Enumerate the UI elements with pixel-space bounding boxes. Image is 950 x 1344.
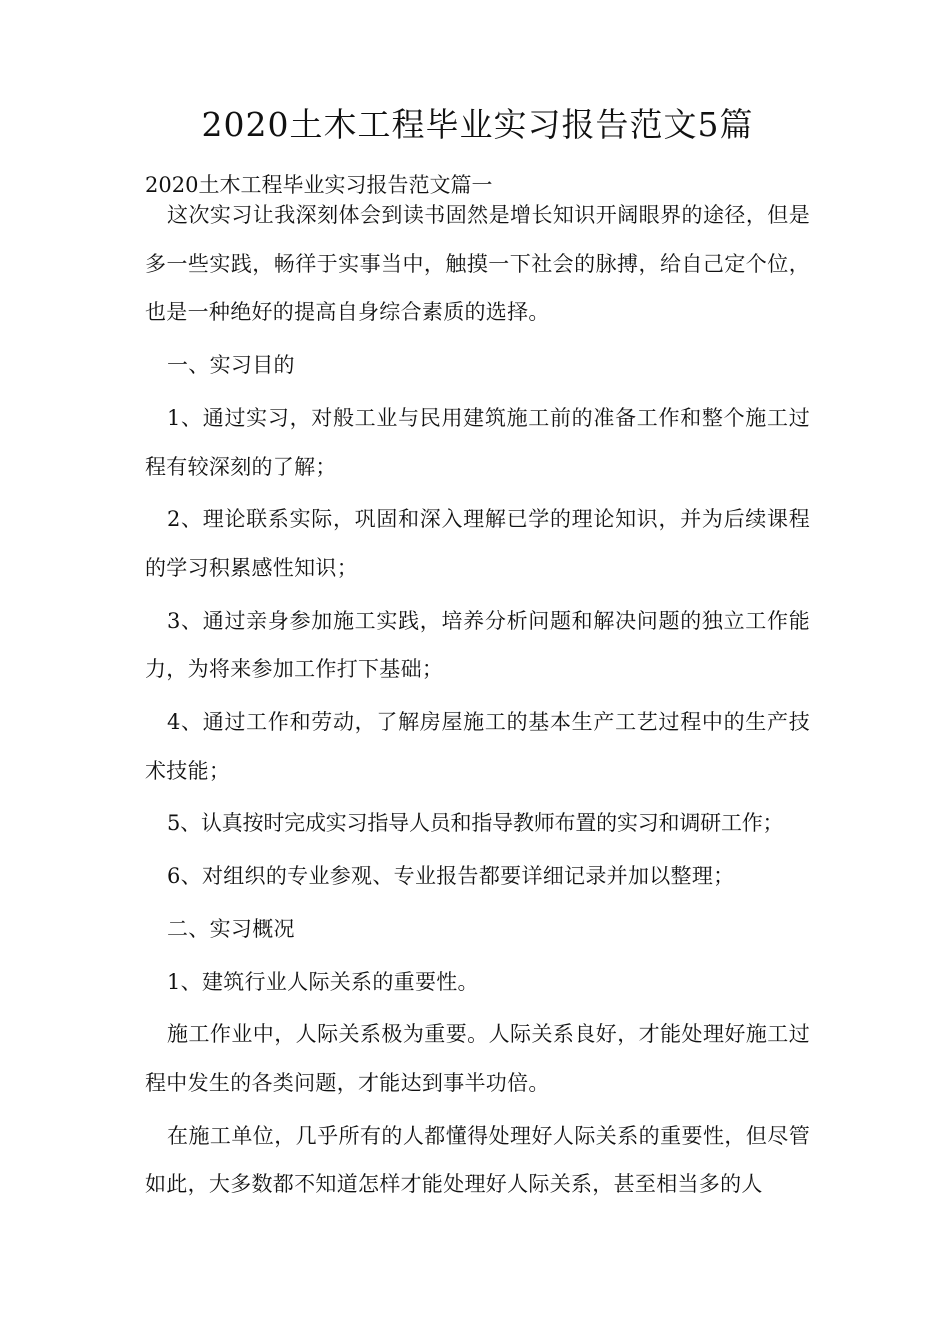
document-title: 2020土木工程毕业实习报告范文5篇 — [201, 105, 754, 144]
heading-internship-overview: 二、实习概况 — [167, 916, 295, 941]
list-item: 6、对组织的专业参观、专业报告都要详细记录并加以整理； — [167, 864, 735, 889]
paragraph: 施工作业中，人际关系极为重要。人际关系良好，才能处理好施工过程中发生的各类问题，才能达到事半功倍。 — [145, 1022, 810, 1095]
section-subtitle: 2020土木工程毕业实习报告范文篇一 — [145, 173, 493, 197]
list-item: 5、认真按时完成实习指导人员和指导教师布置的实习和调研工作； — [167, 811, 784, 836]
list-item: 1、建筑行业人际关系的重要性。 — [167, 969, 479, 994]
list-item: 2、理论联系实际，巩固和深入理解已学的理论知识，并为后续课程的学习积累感性知识； — [145, 507, 810, 580]
paragraph-intro: 这次实习让我深刻体会到读书固然是增长知识开阔眼界的途径，但是多一些实践，畅徉于实事当中，触摸一下社会的脉搏，给自己定个位，也是一种绝好的提高自身综合素质的选择。 — [145, 203, 810, 325]
list-item: 4、通过工作和劳动，了解房屋施工的基本生产工艺过程中的生产技术技能； — [145, 710, 810, 783]
list-item: 3、通过亲身参加施工实践，培养分析问题和解决问题的独立工作能力，为将来参加工作打下基础； — [145, 608, 810, 682]
paragraph: 在施工单位，几乎所有的人都懂得处理好人际关系的重要性，但尽管如此，大多数都不知道怎样才能处理好人际关系，甚至相当多的人 — [145, 1123, 810, 1197]
heading-internship-purpose: 一、实习目的 — [167, 353, 295, 378]
list-item: 1、通过实习，对般工业与民用建筑施工前的准备工作和整个施工过程有较深刻的了解； — [145, 405, 810, 479]
document-body — [145, 191, 810, 1213]
